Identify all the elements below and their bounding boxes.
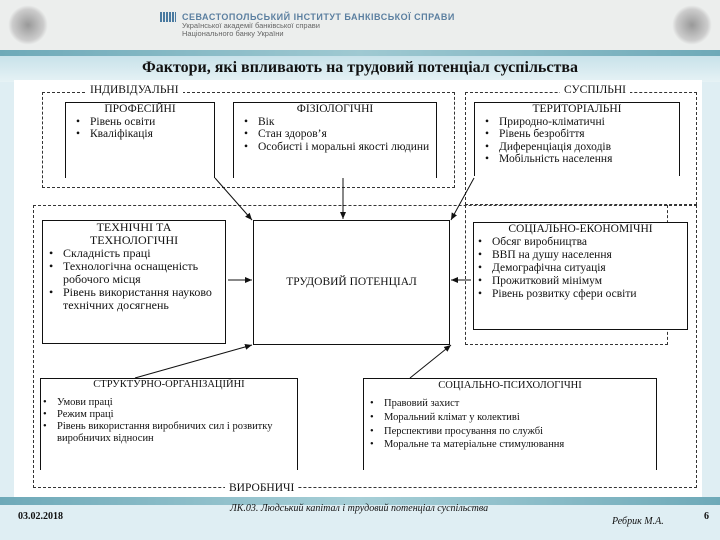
list-item: • Демографічна ситуація: [476, 262, 687, 275]
list-item: • Стан здоров’я: [242, 128, 436, 141]
list-item: • Технологічна оснащеність робочого місця: [47, 260, 225, 286]
footer-lecture: ЛК.03. Людський капітал і трудовий потенціал суспільства: [230, 503, 489, 514]
box-title: ФІЗІОЛОГІЧНІ: [296, 103, 374, 115]
list-item: • Мобільність населення: [483, 153, 679, 166]
list-item: • Рівень безробіття: [483, 128, 679, 141]
page-number: 6: [704, 511, 709, 522]
slide-title: Фактори, які впливають на трудовий потенціал суспільства: [142, 59, 578, 76]
list-item: • Складність праці: [47, 247, 225, 260]
footer-date: 03.02.2018: [18, 511, 63, 522]
list-item: • Кваліфікація: [74, 128, 214, 141]
group-social-label: СУСПІЛЬНІ: [560, 84, 630, 96]
box-title: ТЕХНІЧНІ ТА ТЕХНОЛОГІЧНІ: [89, 220, 179, 247]
list-item: • Природно-кліматичні: [483, 116, 679, 129]
box-title: ТЕРИТОРІАЛЬНІ: [532, 103, 622, 115]
institute-line2: Української академії банківської справи: [182, 21, 320, 30]
list-item: • Моральне та матеріальне стимулювання: [368, 439, 656, 451]
institute-line3: Національного банку України: [182, 29, 284, 38]
list-item: • Рівень розвитку сфери освіти: [476, 288, 687, 301]
footer-author: Ребрик М.А.: [612, 516, 664, 527]
list-item: • Правовий захист: [368, 397, 656, 411]
list-item: • Рівень освіти: [74, 116, 214, 129]
box-title: ПРОФЕСІЙНІ: [104, 103, 176, 115]
list-item: • ВВП на душу населення: [476, 249, 687, 262]
list-item: • Рівень використання виробничих сил і розвитку виробничих відносин: [41, 421, 297, 445]
group-individual-label: ІНДИВІДУАЛЬНІ: [86, 84, 183, 96]
arrow-professional: [215, 178, 252, 220]
list-item: • Умови праці: [41, 397, 297, 409]
box-title: СОЦІАЛЬНО-ПСИХОЛОГІЧНІ: [438, 380, 582, 391]
list-item: • Диференціація доходів: [483, 141, 679, 154]
box-title: СОЦІАЛЬНО-ЕКОНОМІЧНІ: [508, 223, 653, 235]
list-item: • Обсяг виробництва: [476, 236, 687, 249]
list-item: • Особисті і моральні якості людини: [242, 141, 436, 154]
group-production-label: ВИРОБНИЧІ: [225, 482, 298, 494]
list-item: • Моральний клімат у колективі: [368, 411, 656, 425]
list-item: • Режим праці: [41, 409, 297, 421]
arrow-structural: [135, 345, 252, 378]
arrow-sociopsych: [410, 345, 451, 378]
arrow-territorial: [451, 178, 474, 220]
institute-title: СЕВАСТОПОЛЬСЬКИЙ ІНСТИТУТ БАНКІВСЬКОЇ СПРАВИ: [182, 12, 455, 22]
list-item: • Рівень використання науково технічних досягнень: [47, 286, 225, 312]
list-item: • Перспективи просування по службі: [368, 425, 656, 439]
list-item: • Вік: [242, 116, 436, 129]
box-title: СТРУКТУРНО-ОРГАНІЗАЦІЙНІ: [93, 379, 245, 390]
list-item: • Прожитковий мінімум: [476, 275, 687, 288]
center-label: ТРУДОВИЙ ПОТЕНЦІАЛ: [286, 276, 417, 289]
